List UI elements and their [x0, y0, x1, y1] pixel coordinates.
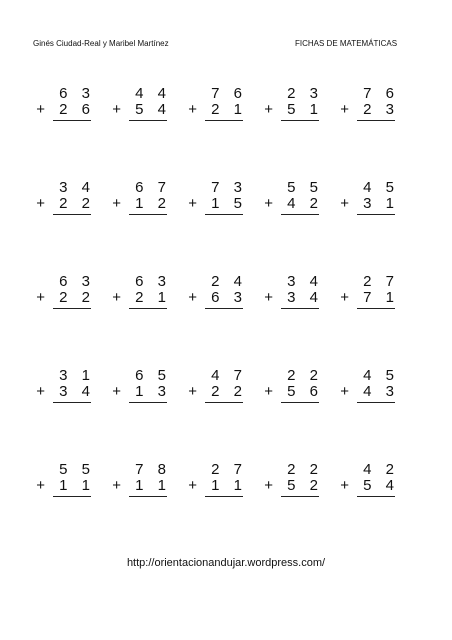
addend-bottom: 2 1 — [135, 289, 171, 306]
addend-bottom: 2 2 — [59, 195, 95, 212]
plus-operator: + — [188, 289, 202, 306]
addend-bottom: 2 6 — [59, 101, 95, 118]
plus-operator: + — [340, 289, 354, 306]
addend-top: 6 3 — [135, 273, 171, 290]
addition-problem — [263, 86, 333, 120]
sum-line — [53, 402, 91, 403]
addend-bottom-row — [340, 384, 399, 400]
addend-bottom-row — [264, 196, 323, 212]
addition-problem — [111, 86, 181, 120]
addend-top: 2 7 — [363, 273, 399, 290]
addend-bottom: 3 1 — [363, 195, 399, 212]
addend-bottom-row — [264, 102, 323, 118]
addend-bottom: 5 1 — [287, 101, 323, 118]
addend-top: 3 4 — [287, 273, 323, 290]
addend-bottom: 2 2 — [211, 383, 247, 400]
addition-problem — [111, 462, 181, 496]
plus-operator: + — [188, 477, 202, 494]
addition-problem — [111, 180, 181, 214]
addend-bottom: 3 4 — [287, 289, 323, 306]
addend-bottom: 1 3 — [135, 383, 171, 400]
plus-operator: + — [340, 383, 354, 400]
addend-bottom-row — [340, 196, 399, 212]
addend-top: 4 2 — [363, 461, 399, 478]
sum-line — [205, 402, 243, 403]
addend-bottom-row — [264, 290, 323, 306]
addend-top: 4 4 — [135, 85, 171, 102]
addend-top: 7 3 — [211, 179, 247, 196]
addend-bottom-row — [112, 290, 171, 306]
addend-top: 6 5 — [135, 367, 171, 384]
plus-operator: + — [340, 477, 354, 494]
plus-operator: + — [264, 383, 278, 400]
addend-top: 6 3 — [59, 85, 95, 102]
addend-top: 2 2 — [287, 461, 323, 478]
addend-bottom: 5 6 — [287, 383, 323, 400]
addend-top: 5 5 — [287, 179, 323, 196]
addition-problem — [187, 180, 257, 214]
plus-operator: + — [264, 195, 278, 212]
addend-top: 2 2 — [287, 367, 323, 384]
addend-top: 7 6 — [211, 85, 247, 102]
sum-line — [129, 120, 167, 121]
addition-problem — [187, 274, 257, 308]
addend-bottom-row — [264, 478, 323, 494]
addition-problem — [35, 274, 105, 308]
plus-operator: + — [188, 383, 202, 400]
sum-line — [53, 496, 91, 497]
sum-line — [281, 496, 319, 497]
addend-bottom: 5 2 — [287, 477, 323, 494]
sum-line — [129, 402, 167, 403]
addend-bottom-row — [188, 384, 247, 400]
addend-top: 5 5 — [59, 461, 95, 478]
addend-top: 7 6 — [363, 85, 399, 102]
addition-problem — [35, 462, 105, 496]
addend-bottom-row — [188, 196, 247, 212]
sum-line — [281, 308, 319, 309]
plus-operator: + — [264, 289, 278, 306]
addend-top: 2 3 — [287, 85, 323, 102]
addend-top: 4 5 — [363, 367, 399, 384]
sum-line — [357, 214, 395, 215]
addend-bottom-row — [36, 290, 95, 306]
addition-problem — [111, 274, 181, 308]
addend-top: 3 1 — [59, 367, 95, 384]
sum-line — [205, 308, 243, 309]
addend-bottom-row — [36, 478, 95, 494]
addend-top: 6 3 — [59, 273, 95, 290]
addition-problem — [111, 368, 181, 402]
addend-bottom-row — [112, 102, 171, 118]
addend-top: 4 7 — [211, 367, 247, 384]
sum-line — [281, 120, 319, 121]
addend-top: 2 7 — [211, 461, 247, 478]
addend-bottom: 5 4 — [363, 477, 399, 494]
addend-bottom: 4 2 — [287, 195, 323, 212]
addend-bottom: 2 1 — [211, 101, 247, 118]
addend-bottom: 1 1 — [211, 477, 247, 494]
plus-operator: + — [264, 477, 278, 494]
addend-bottom: 3 4 — [59, 383, 95, 400]
addend-bottom-row — [188, 290, 247, 306]
plus-operator: + — [112, 289, 126, 306]
addend-bottom: 2 3 — [363, 101, 399, 118]
addend-top: 2 4 — [211, 273, 247, 290]
worksheet-title: FICHAS DE MATEMÁTICAS — [295, 39, 398, 48]
addition-problem — [263, 462, 333, 496]
sum-line — [205, 496, 243, 497]
plus-operator: + — [36, 195, 50, 212]
sum-line — [53, 308, 91, 309]
addend-bottom-row — [36, 196, 95, 212]
plus-operator: + — [36, 383, 50, 400]
sum-line — [205, 120, 243, 121]
addend-top: 7 8 — [135, 461, 171, 478]
addend-top: 3 4 — [59, 179, 95, 196]
addition-problem — [263, 368, 333, 402]
addend-bottom: 4 3 — [363, 383, 399, 400]
addition-problem — [263, 180, 333, 214]
plus-operator: + — [36, 101, 50, 118]
addend-bottom: 6 3 — [211, 289, 247, 306]
addend-bottom-row — [112, 478, 171, 494]
plus-operator: + — [264, 101, 278, 118]
plus-operator: + — [188, 101, 202, 118]
addend-bottom: 1 1 — [59, 477, 95, 494]
sum-line — [129, 214, 167, 215]
plus-operator: + — [112, 101, 126, 118]
plus-operator: + — [340, 195, 354, 212]
plus-operator: + — [112, 195, 126, 212]
addend-bottom: 1 5 — [211, 195, 247, 212]
sum-line — [357, 496, 395, 497]
addition-problem — [339, 180, 409, 214]
addend-bottom-row — [36, 102, 95, 118]
sum-line — [129, 308, 167, 309]
addition-problem — [35, 86, 105, 120]
addition-problem — [187, 462, 257, 496]
addition-problem — [35, 368, 105, 402]
addition-problem — [339, 462, 409, 496]
addition-problem — [35, 180, 105, 214]
addend-top: 4 5 — [363, 179, 399, 196]
addend-bottom-row — [188, 478, 247, 494]
addend-bottom: 7 1 — [363, 289, 399, 306]
plus-operator: + — [112, 383, 126, 400]
addend-bottom-row — [264, 384, 323, 400]
sum-line — [53, 120, 91, 121]
sum-line — [357, 402, 395, 403]
addend-bottom: 5 4 — [135, 101, 171, 118]
addition-problem — [263, 274, 333, 308]
plus-operator: + — [340, 101, 354, 118]
addend-bottom: 1 2 — [135, 195, 171, 212]
addend-bottom-row — [112, 196, 171, 212]
sum-line — [281, 214, 319, 215]
addend-bottom-row — [340, 290, 399, 306]
addition-problem — [339, 368, 409, 402]
sum-line — [205, 214, 243, 215]
addend-bottom-row — [36, 384, 95, 400]
addition-problem — [339, 274, 409, 308]
sum-line — [53, 214, 91, 215]
addition-problem — [187, 368, 257, 402]
sum-line — [357, 120, 395, 121]
plus-operator: + — [188, 195, 202, 212]
addition-problem — [187, 86, 257, 120]
authors-text: Ginés Ciudad-Real y Maribel Martínez — [33, 39, 169, 48]
plus-operator: + — [36, 477, 50, 494]
addend-bottom: 1 1 — [135, 477, 171, 494]
sum-line — [129, 496, 167, 497]
addend-bottom: 2 2 — [59, 289, 95, 306]
plus-operator: + — [112, 477, 126, 494]
addition-problem — [339, 86, 409, 120]
addend-bottom-row — [340, 102, 399, 118]
addend-top: 6 7 — [135, 179, 171, 196]
plus-operator: + — [36, 289, 50, 306]
addend-bottom-row — [188, 102, 247, 118]
addend-bottom-row — [112, 384, 171, 400]
sum-line — [357, 308, 395, 309]
footer-url: http://orientacionandujar.wordpress.com/ — [126, 557, 326, 569]
sum-line — [281, 402, 319, 403]
addend-bottom-row — [340, 478, 399, 494]
